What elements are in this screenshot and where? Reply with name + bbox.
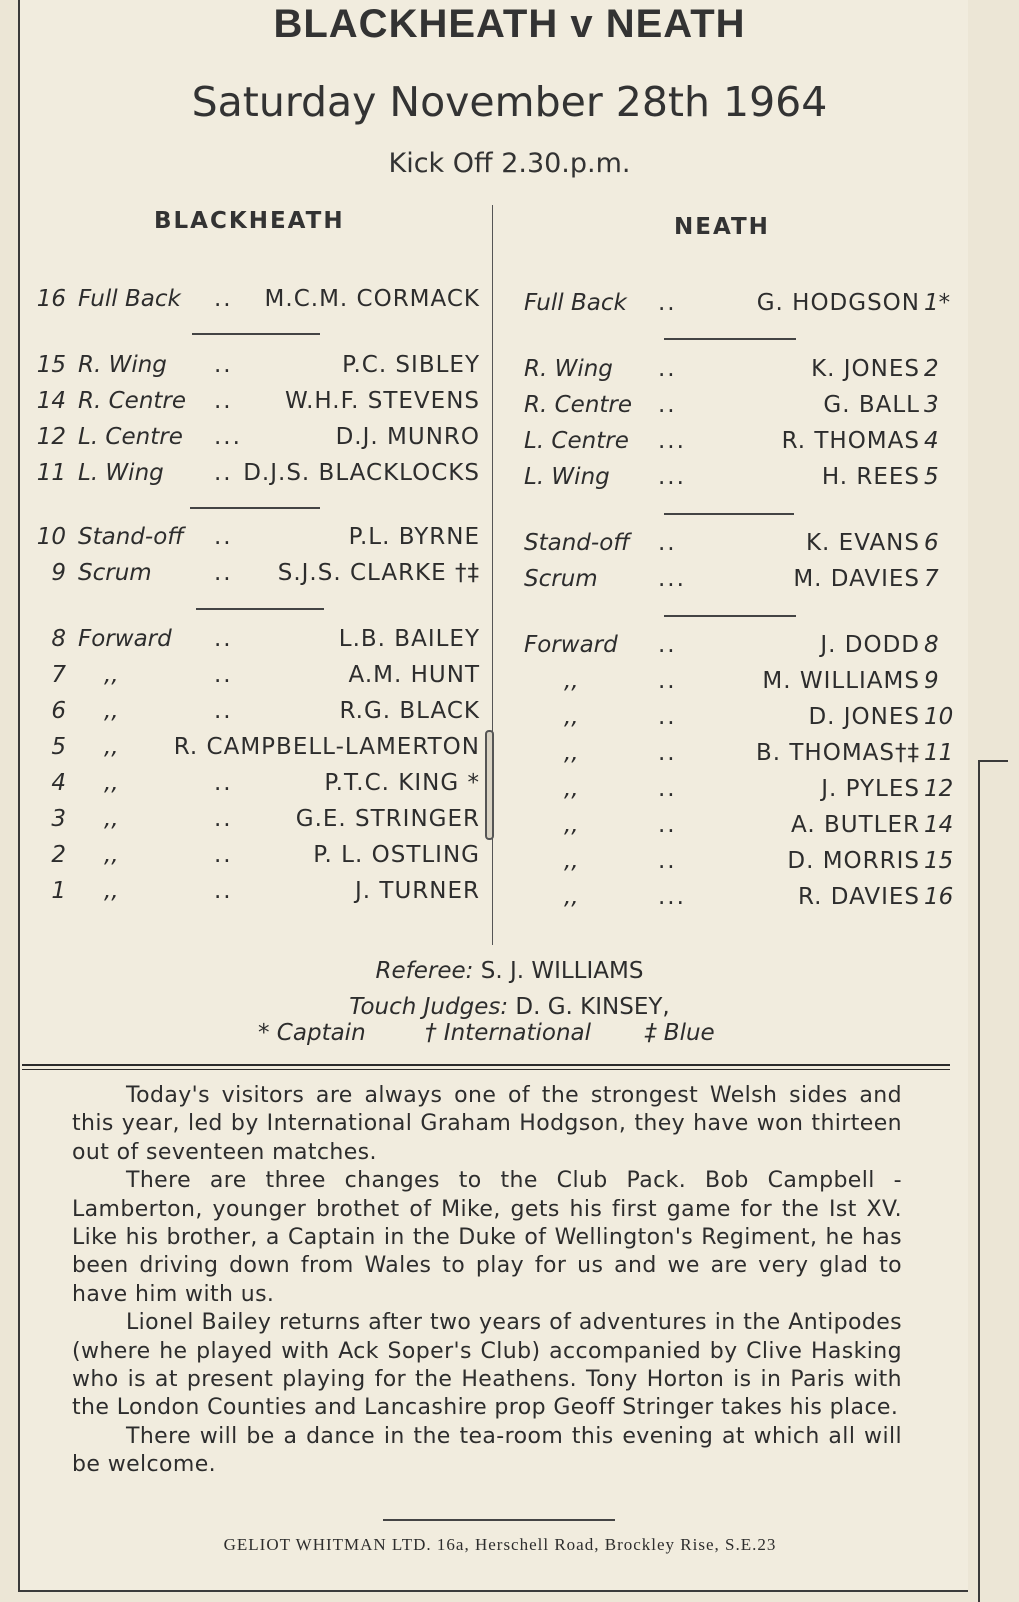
blackheath-player-row: [32, 626, 482, 660]
player-number: 7: [51, 662, 66, 688]
player-position: R. Centre: [78, 388, 187, 414]
blackheath-player-row: [32, 662, 482, 696]
footer-rule: [383, 1519, 615, 1521]
player-name: R.G. BLACK: [339, 698, 480, 724]
referee-label: Referee:: [375, 958, 474, 984]
blackheath-player-row: [32, 352, 482, 386]
player-name: D.J.S. BLACKLOCKS: [243, 460, 480, 486]
notes-paragraph: Today's visitors are always one of the strongest Welsh sides and this year, led by International Graham Hodgson, they have won thirteen out of seventeen matches.: [72, 1083, 902, 1165]
player-number: 5: [51, 734, 66, 760]
blackheath-player-row: [32, 524, 482, 558]
notes-paragraph: Lionel Bailey returns after two years of adventures in the Antipodes (where he played with Ack Soper's Club) accompanied by Clive Hasking who is at present playing for the Heathens. Tony Horton is in Paris with the London Counties and Lancashire prop Geoff Stringer takes his place.: [72, 1310, 902, 1421]
leader-dots: ..: [658, 668, 677, 694]
notes-paragraph: There will be a dance in the tea-room this evening at which all will be welcome.: [72, 1423, 902, 1478]
leader-dots: ..: [658, 530, 677, 556]
player-position: Stand-off: [524, 530, 630, 556]
leader-dots: ..: [658, 812, 677, 838]
referee-line: [0, 958, 1019, 984]
neath-player-row: [522, 290, 968, 324]
position-group-rule: [664, 338, 796, 340]
player-position: ,,: [564, 776, 579, 802]
player-number: 14: [36, 388, 66, 414]
position-group-rule: [664, 513, 794, 515]
player-name: P.L. BYRNE: [348, 524, 480, 550]
player-name: D. JONES: [808, 704, 920, 730]
player-name: M. DAVIES: [793, 566, 920, 592]
player-position: Forward: [524, 632, 618, 658]
player-name: G.E. STRINGER: [295, 806, 480, 832]
player-name: K. EVANS: [805, 530, 920, 556]
section-divider-thin: [22, 1069, 950, 1070]
player-number: 15: [36, 352, 66, 378]
player-position: ,,: [104, 698, 119, 724]
player-number: 1*: [924, 290, 951, 316]
leader-dots: ..: [658, 356, 677, 382]
neath-player-row: [522, 848, 968, 882]
player-position: Stand-off: [78, 524, 184, 550]
player-name: K. JONES: [811, 356, 920, 382]
leader-dots: ..: [214, 388, 233, 414]
player-number: 8: [51, 626, 66, 652]
player-number: 4: [924, 428, 939, 454]
player-name: D. MORRIS: [787, 848, 920, 874]
player-name: S.J.S. CLARKE †‡: [277, 560, 480, 586]
blackheath-player-row: [32, 806, 482, 840]
leader-dots: ...: [658, 566, 686, 592]
blackheath-player-row: [32, 460, 482, 494]
leader-dots: ..: [214, 352, 233, 378]
legend-international: † International: [425, 1020, 592, 1046]
player-number: 10: [924, 704, 954, 730]
player-number: 8: [924, 632, 939, 658]
player-name: R. CAMPBELL-LAMERTON: [173, 734, 480, 760]
player-number: 2: [51, 842, 66, 868]
adjacent-page-right: [968, 0, 1019, 1600]
kickoff-time: Kick Off 2.30.p.m.: [388, 148, 631, 179]
player-position: ,,: [564, 740, 579, 766]
player-name: R. DAVIES: [797, 884, 920, 910]
player-number: 10: [36, 524, 66, 550]
blackheath-player-row: [32, 560, 482, 594]
leader-dots: ..: [214, 662, 233, 688]
staple-clip: [485, 730, 494, 840]
blackheath-player-row: [32, 842, 482, 876]
leader-dots: ..: [214, 878, 233, 904]
leader-dots: ..: [658, 848, 677, 874]
player-number: 15: [924, 848, 954, 874]
player-position: ,,: [564, 884, 579, 910]
touch-judges-label: Touch Judges:: [349, 994, 509, 1020]
leader-dots: ...: [658, 464, 686, 490]
neath-player-row: [522, 704, 968, 738]
neath-player-row: [522, 668, 968, 702]
match-date: Saturday November 28th 1964: [191, 78, 828, 126]
player-position: ,,: [104, 770, 119, 796]
player-number: 6: [51, 698, 66, 724]
player-position: Forward: [78, 626, 172, 652]
player-name: W.H.F. STEVENS: [284, 388, 480, 414]
player-name: H. REES: [821, 464, 920, 490]
neath-player-row: [522, 740, 968, 774]
player-name: J. DODD: [820, 632, 920, 658]
player-number: 6: [924, 530, 939, 556]
player-number: 7: [924, 566, 939, 592]
player-position: Scrum: [524, 566, 598, 592]
neath-player-row: [522, 464, 968, 498]
neath-player-row: [522, 428, 968, 462]
neath-player-row: [522, 566, 968, 600]
position-group-rule: [190, 507, 320, 509]
player-position: R. Centre: [524, 392, 633, 418]
neath-player-row: [522, 776, 968, 810]
position-group-rule: [664, 615, 796, 617]
player-position: ,,: [564, 704, 579, 730]
player-position: ,,: [564, 812, 579, 838]
leader-dots: ..: [214, 806, 233, 832]
player-name: M.C.M. CORMACK: [264, 286, 480, 312]
player-position: L. Centre: [78, 424, 183, 450]
player-position: Full Back: [78, 286, 181, 312]
player-position: ,,: [104, 734, 119, 760]
player-position: L. Wing: [78, 460, 164, 486]
player-position: L. Centre: [524, 428, 629, 454]
player-number: 2: [924, 356, 939, 382]
player-position: L. Wing: [524, 464, 610, 490]
player-name: J. TURNER: [355, 878, 480, 904]
blackheath-player-row: [32, 698, 482, 732]
leader-dots: ..: [658, 290, 677, 316]
player-position: R. Wing: [524, 356, 613, 382]
blackheath-player-row: [32, 770, 482, 804]
player-position: ,,: [104, 806, 119, 832]
neath-player-row: [522, 884, 968, 918]
leader-dots: ..: [214, 460, 233, 486]
leader-dots: ..: [658, 392, 677, 418]
player-name: D.J. MUNRO: [335, 424, 480, 450]
player-name: L.B. BAILEY: [338, 626, 480, 652]
player-position: ,,: [564, 848, 579, 874]
player-number: 1: [51, 878, 66, 904]
player-name: P. L. OSTLING: [313, 842, 480, 868]
player-number: 14: [924, 812, 954, 838]
blackheath-heading: BLACKHEATH: [154, 208, 345, 234]
touch-judges-line: [0, 994, 1019, 1020]
notes-paragraph: There are three changes to the Club Pack. Bob Campbell - Lamberton, younger brothet of Mike, gets his first game for the Ist XV. Like his brother, a Captain in the Duke of Wellington's Regiment, he has been driving down from Wales to play for us and we are very glad to have him with us.: [72, 1168, 902, 1307]
leader-dots: ..: [214, 286, 233, 312]
neath-player-row: [522, 356, 968, 390]
player-number: 3: [51, 806, 66, 832]
legend-blue: ‡ Blue: [645, 1020, 715, 1046]
blackheath-player-row: [32, 878, 482, 912]
leader-dots: ..: [658, 776, 677, 802]
player-name: R. THOMAS: [781, 428, 920, 454]
leader-dots: ..: [214, 560, 233, 586]
blackheath-player-row: [32, 424, 482, 458]
player-number: 4: [51, 770, 66, 796]
player-number: 3: [924, 392, 939, 418]
player-position: Full Back: [524, 290, 627, 316]
touch-judges-name: D. G. KINSEY,: [515, 994, 670, 1020]
player-number: 12: [36, 424, 66, 450]
player-name: P.T.C. KING *: [324, 770, 480, 796]
leader-dots: ..: [658, 740, 677, 766]
player-position: ,,: [104, 842, 119, 868]
player-name: J. PYLES: [821, 776, 920, 802]
player-number: 16: [36, 286, 66, 312]
position-group-rule: [192, 333, 320, 335]
leader-dots: ...: [658, 884, 686, 910]
player-position: R. Wing: [78, 352, 167, 378]
printer-credit: GELIOT WHITMAN LTD. 16a, Herschell Road, Brockley Rise, S.E.23: [223, 1535, 777, 1554]
player-number: 9: [51, 560, 66, 586]
blackheath-player-row: [32, 286, 482, 320]
leader-dots: ..: [214, 626, 233, 652]
player-number: 9: [924, 668, 939, 694]
leader-dots: ...: [658, 428, 686, 454]
leader-dots: ..: [214, 524, 233, 550]
player-name: G. BALL: [823, 392, 920, 418]
referee-name: S. J. WILLIAMS: [480, 958, 644, 984]
player-name: G. HODGSON: [756, 290, 920, 316]
match-title: BLACKHEATH v NEATH: [273, 2, 746, 46]
player-name: B. THOMAS†‡: [755, 740, 920, 766]
player-name: A. BUTLER: [791, 812, 920, 838]
leader-dots: ..: [214, 698, 233, 724]
player-name: M. WILLIAMS: [762, 668, 920, 694]
player-position: ,,: [564, 668, 579, 694]
position-group-rule: [196, 608, 324, 610]
player-number: 5: [924, 464, 939, 490]
neath-player-row: [522, 530, 968, 564]
player-number: 12: [924, 776, 954, 802]
leader-dots: ..: [658, 704, 677, 730]
player-number: 11: [924, 740, 954, 766]
player-position: ,,: [104, 878, 119, 904]
match-notes: [72, 1082, 902, 1480]
adjacent-page-left: [0, 0, 18, 1600]
leader-dots: ..: [214, 842, 233, 868]
blackheath-player-row: [32, 388, 482, 422]
leader-dots: ..: [658, 632, 677, 658]
legend-captain: * Captain: [258, 1020, 366, 1046]
neath-heading: NEATH: [674, 214, 770, 240]
player-position: Scrum: [78, 560, 152, 586]
player-number: 16: [924, 884, 954, 910]
neath-player-row: [522, 812, 968, 846]
player-position: ,,: [104, 662, 119, 688]
leader-dots: ...: [214, 424, 242, 450]
neath-player-row: [522, 392, 968, 426]
leader-dots: ..: [214, 770, 233, 796]
player-name: A.M. HUNT: [348, 662, 480, 688]
player-name: P.C. SIBLEY: [342, 352, 480, 378]
neath-player-row: [522, 632, 968, 666]
player-number: 11: [36, 460, 66, 486]
blackheath-player-row: [32, 734, 482, 768]
section-divider: [22, 1064, 950, 1066]
